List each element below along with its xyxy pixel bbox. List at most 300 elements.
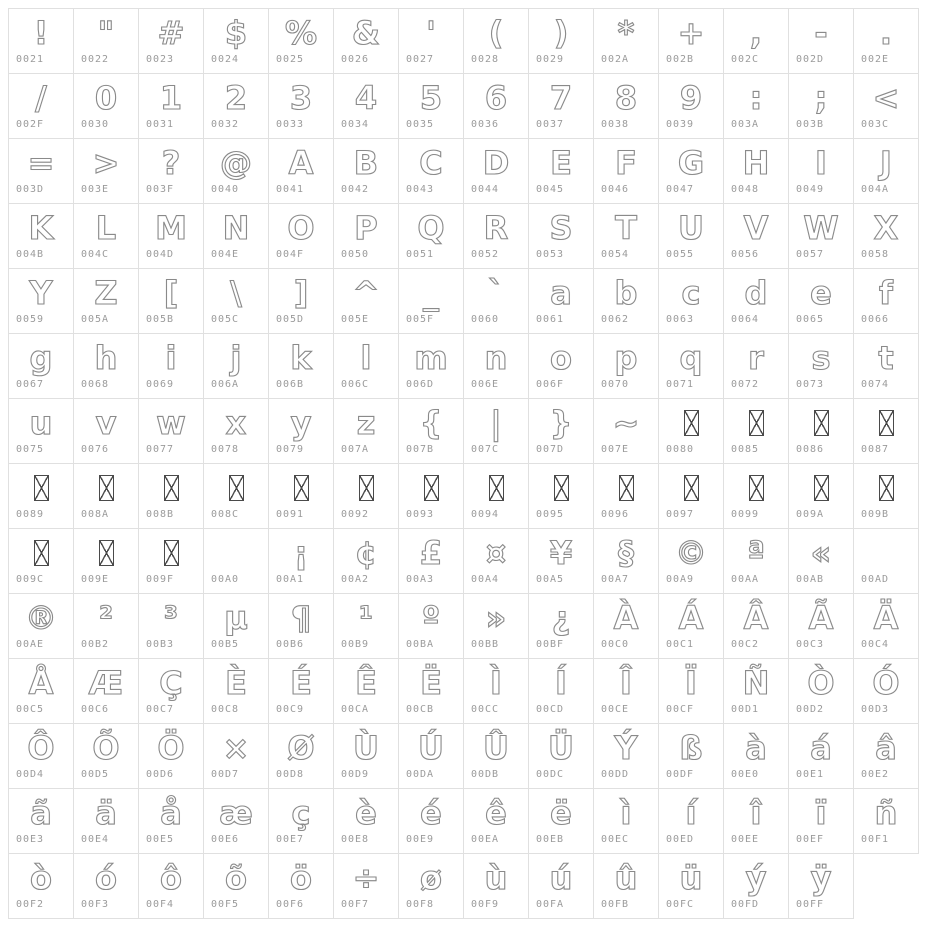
glyph: t: [878, 339, 894, 377]
glyph-area: [464, 724, 528, 768]
glyph: p: [614, 339, 638, 377]
codepoint-label: 00E9: [406, 834, 435, 845]
glyph-area: [9, 139, 73, 183]
glyph-cell: [334, 724, 399, 789]
codepoint-label: 0021: [16, 54, 45, 65]
glyph: Æ: [88, 664, 124, 702]
glyph-cell: [269, 724, 334, 789]
glyph: ÷: [352, 859, 380, 897]
glyph-area: [74, 139, 138, 183]
codepoint-label: 0030: [81, 119, 110, 130]
glyph-cell: [724, 399, 789, 464]
codepoint-label: 004B: [16, 249, 45, 260]
glyph-cell: [9, 269, 74, 334]
codepoint-label: 0044: [471, 184, 500, 195]
glyph-area: [399, 139, 463, 183]
glyph-area: [594, 334, 658, 378]
glyph-cell: [594, 594, 659, 659]
glyph-area: [529, 74, 593, 118]
codepoint-label: 00D6: [146, 769, 175, 780]
glyph-area: [74, 464, 138, 508]
glyph-cell: [9, 399, 74, 464]
codepoint-label: 00FA: [536, 899, 565, 910]
glyph: ç: [291, 794, 311, 832]
glyph-cell: [139, 139, 204, 204]
codepoint-label: 0049: [796, 184, 825, 195]
glyph: æ: [219, 794, 253, 832]
glyph: ]: [293, 274, 309, 312]
codepoint-label: 003D: [16, 184, 45, 195]
glyph: T: [615, 209, 637, 247]
glyph: 4: [354, 79, 378, 117]
codepoint-label: 003F: [146, 184, 175, 195]
glyph: ^: [352, 274, 380, 312]
codepoint-label: 00D7: [211, 769, 240, 780]
codepoint-label: 004E: [211, 249, 240, 260]
glyph: ï: [815, 794, 827, 832]
codepoint-label: 00E1: [796, 769, 825, 780]
codepoint-label: 0062: [601, 314, 630, 325]
codepoint-label: 0040: [211, 184, 240, 195]
glyph-area: [789, 74, 853, 118]
glyph-cell: [789, 464, 854, 529]
glyph-cell: [594, 334, 659, 399]
glyph-area: [529, 269, 593, 313]
glyph: ì: [620, 794, 632, 832]
glyph: ó: [95, 859, 117, 897]
glyph: F: [615, 144, 637, 182]
codepoint-label: 009A: [796, 509, 825, 520]
glyph-cell: [9, 594, 74, 659]
codepoint-label: 002B: [666, 54, 695, 65]
glyph-area: [334, 399, 398, 443]
codepoint-label: 00C1: [666, 639, 695, 650]
codepoint-label: 0048: [731, 184, 760, 195]
notdef-box-icon: [879, 410, 894, 436]
glyph: =: [27, 144, 55, 182]
glyph-area: [529, 9, 593, 53]
codepoint-label: 0024: [211, 54, 240, 65]
glyph-area: [854, 269, 918, 313]
glyph-cell: [9, 464, 74, 529]
glyph-area: [659, 139, 723, 183]
glyph-area: [399, 74, 463, 118]
glyph-area: [464, 464, 528, 508]
codepoint-label: 0031: [146, 119, 175, 130]
glyph-cell: [854, 529, 919, 594]
glyph: +: [677, 14, 705, 52]
glyph: |: [490, 404, 502, 442]
codepoint-label: 00A1: [276, 574, 305, 585]
glyph-cell: [399, 659, 464, 724]
glyph-cell: [399, 594, 464, 659]
glyph-cell: [204, 464, 269, 529]
codepoint-label: 008B: [146, 509, 175, 520]
glyph-area: [724, 139, 788, 183]
glyph-area: [529, 789, 593, 833]
glyph-area: [74, 659, 138, 703]
glyph-cell: [464, 269, 529, 334]
glyph-area: [204, 854, 268, 898]
codepoint-label: 00D4: [16, 769, 45, 780]
glyph-area: [9, 269, 73, 313]
glyph-area: [9, 334, 73, 378]
glyph-area: [724, 9, 788, 53]
glyph-cell: [269, 74, 334, 139]
glyph-cell: [659, 854, 724, 919]
glyph: `: [488, 274, 504, 312]
glyph-area: [659, 464, 723, 508]
notdef-box-icon: [164, 540, 179, 566]
codepoint-label: 00C4: [861, 639, 890, 650]
glyph-cell: [854, 204, 919, 269]
codepoint-label: 0065: [796, 314, 825, 325]
glyph-cell: [269, 399, 334, 464]
glyph-cell: [464, 854, 529, 919]
glyph-area: [594, 204, 658, 248]
glyph-cell: [724, 659, 789, 724]
glyph-cell: [789, 139, 854, 204]
codepoint-label: 00C9: [276, 704, 305, 715]
glyph: Á: [678, 599, 704, 637]
glyph-area: [269, 529, 333, 573]
glyph-area: [334, 334, 398, 378]
codepoint-label: 0032: [211, 119, 240, 130]
codepoint-label: 002A: [601, 54, 630, 65]
glyph-area: [139, 204, 203, 248]
glyph-area: [74, 854, 138, 898]
glyph-cell: [269, 139, 334, 204]
glyph-cell: [334, 529, 399, 594]
glyph: í: [685, 794, 697, 832]
codepoint-label: 006E: [471, 379, 500, 390]
glyph: µ: [224, 599, 248, 637]
codepoint-label: 00DA: [406, 769, 435, 780]
codepoint-label: 009E: [81, 574, 110, 585]
glyph-area: [399, 204, 463, 248]
glyph-area: [854, 334, 918, 378]
codepoint-label: 00A2: [341, 574, 370, 585]
glyph: ô: [160, 859, 182, 897]
glyph-cell: [854, 724, 919, 789]
glyph: {: [419, 404, 443, 442]
glyph: À: [613, 599, 639, 637]
glyph-cell: [269, 269, 334, 334]
codepoint-label: 00F7: [341, 899, 370, 910]
glyph: û: [614, 859, 638, 897]
glyph-area: [334, 789, 398, 833]
glyph-cell: [724, 724, 789, 789]
codepoint-label: 0092: [341, 509, 370, 520]
glyph: Ó: [872, 664, 900, 702]
glyph: i: [165, 339, 177, 377]
glyph-area: [334, 74, 398, 118]
glyph: ß: [679, 729, 703, 767]
glyph: ë: [550, 794, 572, 832]
glyph-area: [269, 139, 333, 183]
glyph-cell: [399, 724, 464, 789]
glyph-cell: [334, 789, 399, 854]
glyph-area: [399, 659, 463, 703]
codepoint-label: 00B9: [341, 639, 370, 650]
codepoint-label: 00CE: [601, 704, 630, 715]
notdef-box-icon: [684, 410, 699, 436]
glyph-area: [334, 269, 398, 313]
charmap-row: [9, 854, 919, 919]
glyph-area: [9, 529, 73, 573]
glyph: Ì: [490, 664, 502, 702]
glyph-area: [464, 9, 528, 53]
glyph: n: [484, 339, 508, 377]
codepoint-label: 005C: [211, 314, 240, 325]
glyph-area: [204, 724, 268, 768]
glyph-cell: [269, 789, 334, 854]
glyph-area: [854, 659, 918, 703]
glyph-cell: [659, 464, 724, 529]
glyph-cell: [529, 464, 594, 529]
glyph-cell: [269, 594, 334, 659]
charmap-row: [9, 659, 919, 724]
glyph: I: [815, 144, 827, 182]
codepoint-label: 00A5: [536, 574, 565, 585]
codepoint-label: 0025: [276, 54, 305, 65]
codepoint-label: 007C: [471, 444, 500, 455]
glyph-area: [789, 334, 853, 378]
notdef-box-icon: [34, 540, 49, 566]
glyph-cell: [204, 74, 269, 139]
glyph-area: [659, 269, 723, 313]
glyph-area: [659, 854, 723, 898]
codepoint-label: 00C7: [146, 704, 175, 715]
glyph: 5: [419, 79, 443, 117]
glyph-cell: [464, 594, 529, 659]
glyph: s: [811, 339, 831, 377]
glyph-cell: [74, 9, 139, 74]
charmap-row: [9, 529, 919, 594]
codepoint-label: 009C: [16, 574, 45, 585]
glyph-area: [204, 464, 268, 508]
notdef-box-icon: [424, 475, 439, 501]
codepoint-label: 002C: [731, 54, 760, 65]
codepoint-label: 0071: [666, 379, 695, 390]
glyph: K: [28, 209, 54, 247]
glyph-cell: [139, 659, 204, 724]
glyph-area: [659, 334, 723, 378]
glyph-area: [724, 334, 788, 378]
codepoint-label: 005E: [341, 314, 370, 325]
codepoint-label: 003C: [861, 119, 890, 130]
glyph-area: [9, 594, 73, 638]
glyph-area: [204, 74, 268, 118]
glyph-area: [139, 854, 203, 898]
glyph: 0: [94, 79, 118, 117]
codepoint-label: 0034: [341, 119, 370, 130]
glyph-area: [9, 74, 73, 118]
glyph: k: [290, 339, 312, 377]
glyph-area: [139, 399, 203, 443]
codepoint-label: 00C6: [81, 704, 110, 715]
glyph-cell: [594, 9, 659, 74]
glyph-cell: [659, 724, 724, 789]
codepoint-label: 00F3: [81, 899, 110, 910]
glyph-cell: [789, 334, 854, 399]
glyph-area: [204, 594, 268, 638]
codepoint-label: 00EA: [471, 834, 500, 845]
charmap-row: [9, 789, 919, 854]
codepoint-label: 00A4: [471, 574, 500, 585]
glyph-cell: [399, 74, 464, 139]
codepoint-label: 0097: [666, 509, 695, 520]
glyph-cell: [464, 529, 529, 594]
glyph-cell: [724, 74, 789, 139]
glyph-area: [204, 659, 268, 703]
glyph: º: [421, 599, 441, 637]
glyph-area: [594, 9, 658, 53]
glyph-area: [529, 204, 593, 248]
glyph: u: [29, 404, 53, 442]
glyph: >: [92, 144, 120, 182]
glyph: S: [549, 209, 573, 247]
glyph-cell: [269, 659, 334, 724]
glyph-cell: [74, 594, 139, 659]
glyph-cell: [204, 269, 269, 334]
charmap-row: [9, 464, 919, 529]
codepoint-label: 0022: [81, 54, 110, 65]
glyph-area: [464, 74, 528, 118]
glyph: ®: [25, 599, 57, 637]
glyph-area: [594, 659, 658, 703]
codepoint-label: 00E5: [146, 834, 175, 845]
codepoint-label: 0076: [81, 444, 110, 455]
codepoint-label: 00E8: [341, 834, 370, 845]
codepoint-label: 005F: [406, 314, 435, 325]
glyph: ò: [30, 859, 52, 897]
codepoint-label: 00F6: [276, 899, 305, 910]
charmap-row: [9, 74, 919, 139]
glyph-area: [854, 789, 918, 833]
glyph-cell: [139, 594, 204, 659]
glyph-area: [334, 204, 398, 248]
codepoint-label: 0064: [731, 314, 760, 325]
codepoint-label: 00F5: [211, 899, 240, 910]
glyph-area: [139, 724, 203, 768]
glyph-cell: [594, 139, 659, 204]
glyph-area: [659, 74, 723, 118]
glyph-cell: [269, 9, 334, 74]
codepoint-label: 0078: [211, 444, 240, 455]
glyph-cell: [139, 529, 204, 594]
codepoint-label: 00D1: [731, 704, 760, 715]
codepoint-label: 005A: [81, 314, 110, 325]
codepoint-label: 00B2: [81, 639, 110, 650]
glyph: Ò: [807, 664, 835, 702]
glyph-cell: [854, 659, 919, 724]
glyph: à: [745, 729, 767, 767]
codepoint-label: 00BB: [471, 639, 500, 650]
glyph-area: [659, 204, 723, 248]
glyph-area: [334, 9, 398, 53]
codepoint-label: 0099: [731, 509, 760, 520]
glyph: Õ: [92, 729, 120, 767]
glyph: ¹: [358, 599, 373, 637]
glyph-cell: [399, 854, 464, 919]
glyph-cell: [334, 854, 399, 919]
glyph-area: [269, 724, 333, 768]
glyph-cell: [269, 854, 334, 919]
codepoint-label: 009B: [861, 509, 890, 520]
glyph-cell: [659, 269, 724, 334]
glyph-area: [789, 269, 853, 313]
glyph-area: [269, 9, 333, 53]
glyph-cell: [204, 529, 269, 594]
glyph-cell: [464, 659, 529, 724]
glyph: x: [225, 404, 247, 442]
glyph: _: [423, 274, 439, 312]
glyph-cell: [854, 269, 919, 334]
glyph-cell: [399, 399, 464, 464]
glyph-cell: [529, 9, 594, 74]
codepoint-label: 0063: [666, 314, 695, 325]
codepoint-label: 008A: [81, 509, 110, 520]
codepoint-label: 00F1: [861, 834, 890, 845]
glyph-area: [594, 74, 658, 118]
notdef-box-icon: [359, 475, 374, 501]
codepoint-label: 0028: [471, 54, 500, 65]
glyph-area: [9, 854, 73, 898]
codepoint-label: 0023: [146, 54, 175, 65]
codepoint-label: 0056: [731, 249, 760, 260]
glyph-cell: [139, 854, 204, 919]
glyph-cell: [334, 269, 399, 334]
glyph-cell: [724, 594, 789, 659]
glyph-cell: [529, 594, 594, 659]
codepoint-label: 00EF: [796, 834, 825, 845]
glyph: ¤: [485, 534, 507, 572]
glyph-cell: [464, 74, 529, 139]
notdef-box-icon: [294, 475, 309, 501]
glyph-area: [724, 399, 788, 443]
glyph: &: [352, 14, 380, 52]
glyph-area: [789, 659, 853, 703]
codepoint-label: 002E: [861, 54, 890, 65]
codepoint-label: 00BF: [536, 639, 565, 650]
codepoint-label: 0042: [341, 184, 370, 195]
glyph-area: [204, 789, 268, 833]
glyph-area: [269, 399, 333, 443]
glyph: w: [156, 404, 186, 442]
codepoint-label: 002F: [16, 119, 45, 130]
glyph: £: [419, 534, 443, 572]
glyph-area: [269, 269, 333, 313]
glyph-area: [789, 9, 853, 53]
glyph-area: [269, 334, 333, 378]
codepoint-label: 0087: [861, 444, 890, 455]
glyph: ã: [30, 794, 52, 832]
glyph-cell: [74, 334, 139, 399]
glyph-cell: [854, 594, 919, 659]
glyph-cell: [464, 789, 529, 854]
glyph-cell: [269, 334, 334, 399]
glyph: %: [284, 14, 318, 52]
glyph-area: [724, 789, 788, 833]
charmap-row: [9, 724, 919, 789]
glyph-area: [399, 464, 463, 508]
glyph-cell: [204, 204, 269, 269]
glyph-area: [269, 594, 333, 638]
glyph-cell: [659, 204, 724, 269]
codepoint-label: 00B3: [146, 639, 175, 650]
glyph-area: [594, 724, 658, 768]
